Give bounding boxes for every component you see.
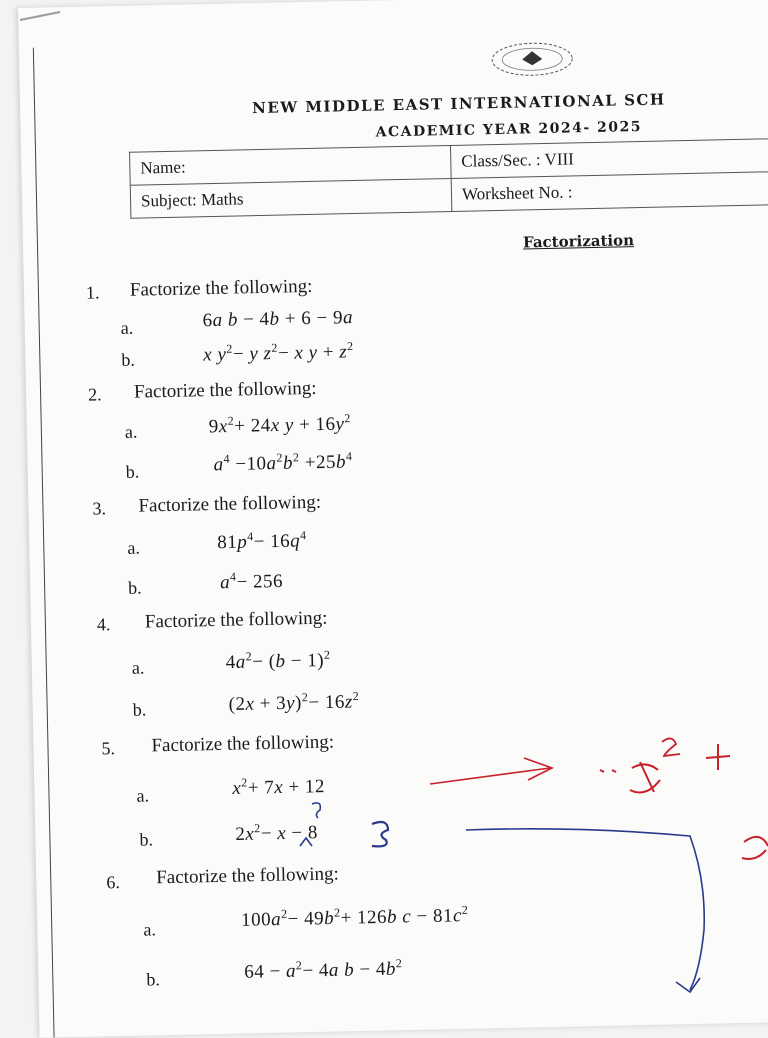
expression: $64 - a^2- 4a$ $b - 4b^2$ xyxy=(244,956,403,983)
expression: $2x^2- x - 8$ xyxy=(235,821,319,845)
subject-field: Subject: Maths xyxy=(130,178,452,218)
sub-label: a. xyxy=(143,919,157,940)
question-number: 1. xyxy=(85,282,100,303)
expression: $100a^2- 49b^2+ 126b$ $c - 81c^2$ xyxy=(240,902,469,931)
question-number: 2. xyxy=(87,384,102,405)
question-text: Factorize the following: xyxy=(133,377,317,403)
school-logo-icon xyxy=(489,38,576,80)
expression: $a^4 -10a^2b^2 +25b^4$ xyxy=(213,449,353,476)
sub-label: a. xyxy=(120,317,134,338)
sub-label: b. xyxy=(132,699,147,720)
school-name: NEW MIDDLE EAST INTERNATIONAL SCH xyxy=(251,90,666,118)
expression: $(2x + 3y)^2- 16z^2$ xyxy=(228,689,360,716)
expression: 6a b − 4b + 6 − 9a xyxy=(202,307,354,332)
question-text: Factorize the following: xyxy=(138,491,322,517)
sub-label: b. xyxy=(127,577,142,598)
question-number: 4. xyxy=(96,614,111,635)
worksheet-number-field: Worksheet No. : xyxy=(451,171,768,211)
sub-label: b. xyxy=(121,349,136,370)
question-number: 5. xyxy=(101,738,116,759)
margin-line xyxy=(33,48,55,1038)
expression: $9x^2+ 24x$ $y + 16y^2$ xyxy=(208,411,351,438)
question-text: Factorize the following: xyxy=(156,863,339,889)
question-number: 3. xyxy=(92,498,107,519)
expression: $4a^2- (b - 1)^2$ xyxy=(225,647,331,674)
sub-label: b. xyxy=(125,461,140,482)
question-text: Factorize the following: xyxy=(129,275,313,301)
expression: $a^4- 256$ xyxy=(219,569,284,594)
sub-label: a. xyxy=(127,537,141,558)
worksheet-topic: Factorization xyxy=(522,231,635,252)
academic-year: ACADEMIC YEAR 2024- 2025 xyxy=(375,118,643,141)
sub-label: b. xyxy=(146,969,161,990)
student-info-table xyxy=(129,137,768,218)
question-number: 6. xyxy=(106,872,121,893)
expression: $x^2+ 7x + 12$ xyxy=(232,775,326,800)
sub-label: a. xyxy=(136,785,150,806)
question-text: Factorize the following: xyxy=(144,607,328,633)
worksheet-page xyxy=(18,0,768,1038)
sub-label: a. xyxy=(131,657,145,678)
expression: $81p^4- 16q^4$ xyxy=(217,528,307,554)
class-field: Class/Sec. : VIII xyxy=(450,138,768,178)
question-text: Factorize the following: xyxy=(151,731,335,757)
sub-label: b. xyxy=(139,829,154,850)
expression: x $y^2- y$ $z^2- x$ $y + z^2$ xyxy=(203,339,354,366)
name-field: Name: xyxy=(130,145,452,185)
sub-label: a. xyxy=(124,421,138,442)
